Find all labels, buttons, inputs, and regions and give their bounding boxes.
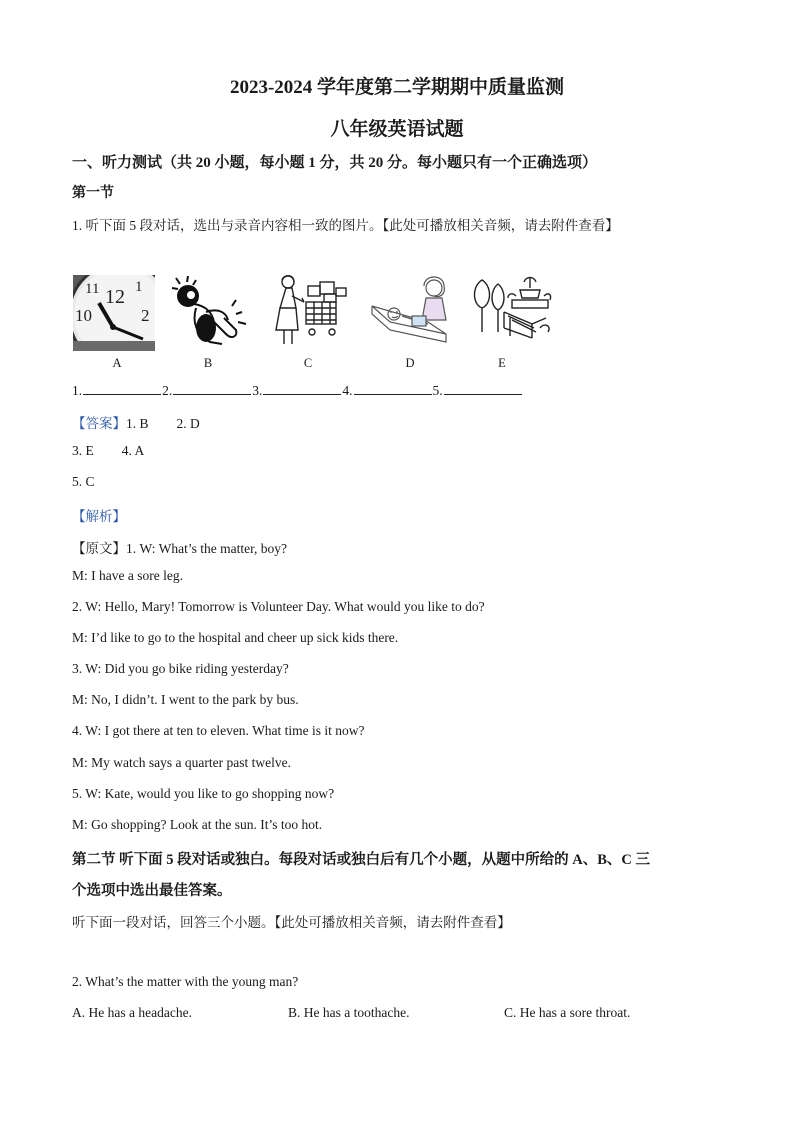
answer-row-3 [72,474,95,490]
picture-label-d: D [405,356,415,370]
answer-blank[interactable] [173,382,251,395]
option-c[interactable]: C. He has a sore throat. [504,1005,631,1020]
transcript-line: 3. W: Did you go bike riding yesterday? [72,661,289,676]
section1-heading: 一、听力测试（共 20 小题，每小题 1 分，共 20 分。每小题只有一个正确选项） [72,155,598,171]
option-b[interactable]: B. He has a toothache. [288,1005,410,1020]
answer-item: 1. B [126,416,149,431]
transcript-line: M: Go shopping? Look at the sun. It’s too hot. [72,817,323,832]
transcript-line: 5. W: Kate, would you like to go shopping now? [72,786,335,801]
transcript-line: M: My watch says a quarter past twelve. [72,755,291,770]
svg-text:2: 2 [141,306,150,325]
park-bench-icon [468,272,552,350]
transcript-line: M: I’d like to go to the hospital and cheer up sick kids there. [72,630,399,645]
answer-blank[interactable] [263,382,341,395]
transcript-line [72,537,287,557]
blank-label: 3. [252,383,263,398]
page-subtitle: 八年级英语试题 [330,119,464,140]
answer-blank[interactable] [354,382,432,395]
option-a[interactable]: A. He has a headache. [72,1005,192,1020]
hospital-visit-icon [368,272,458,350]
transcript-text: 1. W: What’s the matter, boy? [126,541,288,556]
answer-row-1 [72,412,200,432]
transcript-line: 4. W: I got there at ten to eleven. What time is it now? [72,723,365,738]
transcript-line: M: No, I didn’t. I went to the park by bus. [72,692,299,707]
answer-blank[interactable] [444,382,522,395]
transcript-line: 2. W: Hello, Mary! Tomorrow is Volunteer Day. What would you like to do? [72,599,485,614]
part1-heading: 第一节 [72,186,114,201]
transcript-line: M: I have a sore leg. [72,568,183,583]
answer-tag: 【答案】 [72,416,126,431]
section2-instruction: 听下面一段对话，回答三个小题。【此处可播放相关音频，请去附件查看】 [72,915,511,930]
analysis-tag: 【解析】 [72,509,126,524]
answer-item: 5. C [72,474,95,489]
svg-text:10: 10 [75,306,92,325]
shopping-woman-icon [266,272,350,350]
answer-blanks-row [72,382,523,399]
question-2: 2. What’s the matter with the young man? [72,974,299,989]
clock-icon [73,275,155,351]
answer-item: 4. A [121,443,145,458]
picture-label-c: C [303,356,313,370]
answer-item: 2. D [176,416,200,431]
section2-heading-line1: 第二节 听下面 5 段对话或独白。每段对话或独白后有几个小题，从题中所给的 A、B、C 三 [72,852,650,868]
blank-label: 5. [432,383,443,398]
blank-label: 4. [342,383,353,398]
svg-text:12: 12 [105,286,125,308]
svg-text:11: 11 [85,281,100,297]
picture-label-a: A [112,356,122,370]
q1-instruction: 1. 听下面 5 段对话，选出与录音内容相一致的图片。【此处可播放相关音频，请去附件查看】 [72,218,619,233]
blank-label: 1. [72,383,83,398]
sore-leg-boy-icon [166,272,250,350]
picture-label-b: B [203,356,213,370]
answer-row-2 [72,443,144,459]
picture-label-e: E [498,356,506,370]
svg-text:1: 1 [135,279,143,295]
page-title: 2023-2024 学年度第二学期期中质量监测 [229,77,565,98]
answer-blank[interactable] [83,382,161,395]
section2-heading-line2: 个选项中选出最佳答案。 [72,883,232,899]
blank-label: 2. [162,383,173,398]
transcript-tag: 【原文】 [72,541,126,556]
answer-item: 3. E [72,443,94,458]
